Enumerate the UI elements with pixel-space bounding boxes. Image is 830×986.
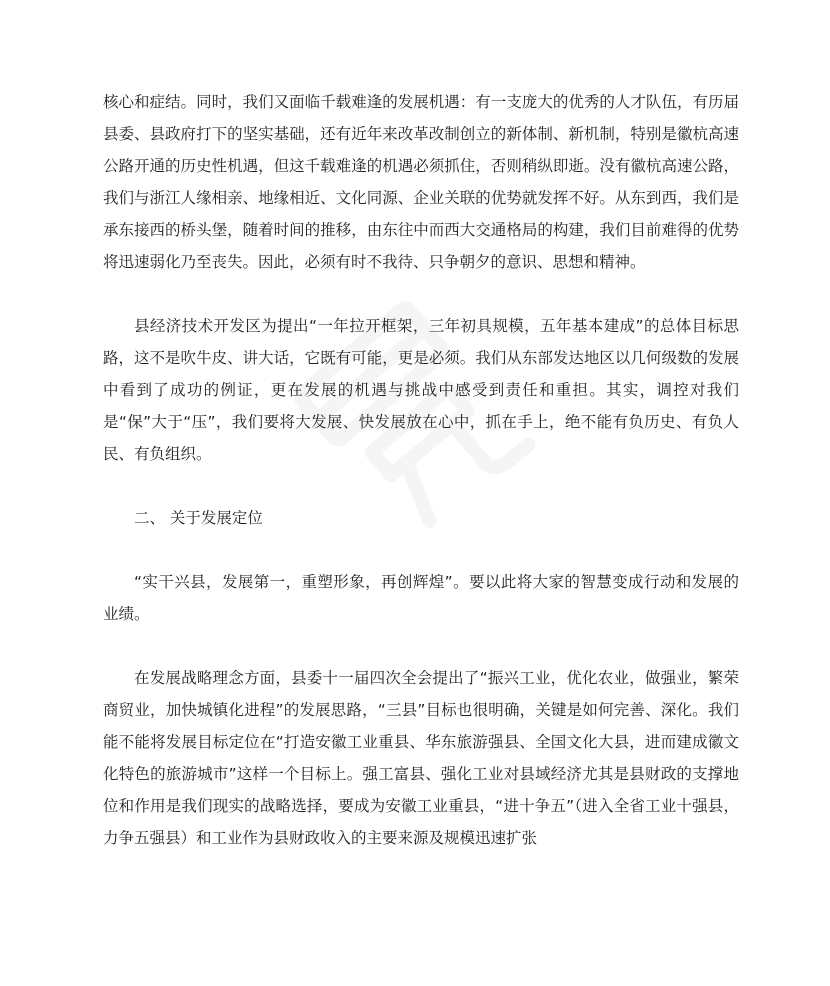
paragraph-4: 在发展战略理念方面，县委十一届四次全会提出了“振兴工业，优化农业，做强业，繁荣商贸业，加快城镇化进程”的发展思路，“三县”目标也很明确，关键是如何完善、深化。我们能不能将发展目标定位在“打造安徽工业重县、华东旅游强县、全国文化大县，进而建成徽文化特色的旅游城市”这样一个目标上。强工富县、强化工业对县域经济尤其是县财政的支撑地位和作用是我们现实的战略选择，要成为安徽工业重县，“进十争五”（进入全省工业十强县，力争五强县）和工业作为县财政收入的主要来源及规模迅速扩张 (103, 669, 739, 847)
paragraph-gap (103, 278, 739, 310)
paragraph-gap (103, 630, 739, 662)
paragraph-gap (103, 534, 739, 566)
section-heading: 二、 关于发展定位 (134, 509, 263, 527)
paragraph-gap (103, 470, 739, 502)
paragraph-3: “实干兴县，发展第一，重塑形象，再创辉煌”。要以此将大家的智慧变成行动和发展的业绩。 (103, 573, 739, 623)
paragraph-1: 核心和症结。同时，我们又面临千载难逢的发展机遇：有一支庞大的优秀的人才队伍，有历届县委、县政府打下的坚实基础，还有近年来改革改制创立的新体制、新机制，特别是徽杭高速公路开通的历史性机遇，但这千载难逢的机遇必须抓住，否则稍纵即逝。没有徽杭高速公路，我们与浙江人缘相亲、地缘相近、文化同源、企业关联的优势就发挥不好。从东到西，我们是承东接西的桥头堡，随着时间的推移，由东往中而西大交通格局的构建，我们目前难得的优势将迅速弱化乃至丧失。因此，必须有时不我待、只争朝夕的意识、思想和精神。 (103, 93, 739, 271)
document-body (103, 86, 739, 854)
paragraph-2: 县经济技术开发区为提出“一年拉开框架，三年初具规模，五年基本建成”的总体目标思路，这不是吹牛皮、讲大话，它既有可能，更是必须。我们从东部发达地区以几何级数的发展中看到了成功的例证，更在发展的机遇与挑战中感受到责任和重担。其实，调控对我们是“保”大于“压”，我们要将大发展、快发展放在心中，抓在手上，绝不能有负历史、有负人民、有负组织。 (103, 317, 739, 463)
